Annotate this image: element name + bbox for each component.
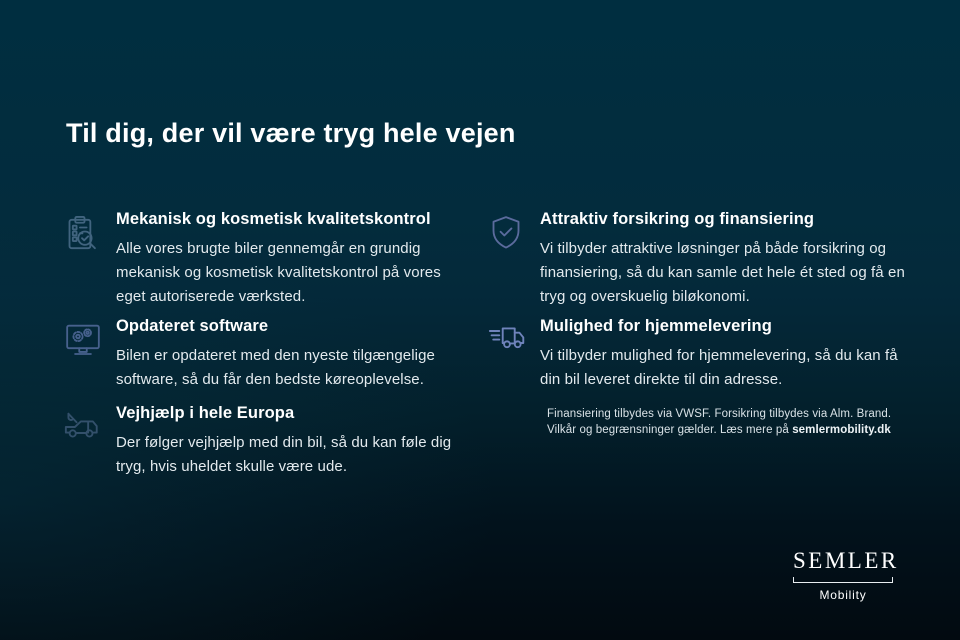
clipboard-check-search-icon [62, 212, 102, 256]
feature-body: Der følger vejhjælp med din bil, så du kan føle dig tryg, hvis uheldet skulle være ude. [116, 434, 452, 475]
feature-heading: Vejhjælp i hele Europa [116, 404, 295, 422]
feature-heading: Mekanisk og kosmetisk kvalitetskontrol [116, 210, 431, 228]
tow-truck-icon [62, 406, 102, 442]
feature-heading: Attraktiv forsikring og finansiering [540, 210, 815, 228]
feature-updated-software [62, 317, 462, 392]
feature-insurance-financing [486, 210, 910, 309]
feature-home-delivery [486, 317, 910, 392]
disclaimer-line2: Vilkår og begrænsninger gælder. Læs mere på [547, 424, 793, 436]
feature-body: Vi tilbyder attraktive løsninger på både forsikring og finansiering, så du kan samle det hele ét sted og få en tryg og overskuelig biløkonomi. [540, 240, 905, 305]
feature-body: Alle vores brugte biler gennemgår en grundig mekanisk og kosmetisk kvalitetskontrol på vores eget autoriserede værksted. [116, 240, 441, 305]
disclaimer-text [547, 406, 907, 438]
page-title: Til dig, der vil være tryg hele vejen [66, 118, 516, 148]
disclaimer-line1: Finansiering tilbydes via VWSF. Forsikring tilbydes via Alm. Brand. [547, 408, 892, 420]
logo-rule [793, 577, 893, 583]
logo-brand-text: SEMLER [793, 548, 899, 573]
delivery-truck-icon [486, 319, 526, 355]
feature-heading: Opdateret software [116, 317, 269, 335]
semler-mobility-logo [793, 548, 899, 602]
shield-check-icon [486, 212, 526, 254]
monitor-gears-icon [62, 319, 102, 359]
semlermobility-link[interactable]: semlermobility.dk [792, 424, 891, 436]
feature-body: Bilen er opdateret med den nyeste tilgængelige software, så du får den bedste køreoplevelse. [116, 347, 435, 388]
feature-body: Vi tilbyder mulighed for hjemmelevering, så du kan få din bil leveret direkte til din adresse. [540, 347, 898, 388]
feature-roadside-assistance [62, 404, 462, 479]
logo-sub-text: Mobility [819, 588, 867, 602]
feature-heading: Mulighed for hjemmelevering [540, 317, 772, 335]
feature-quality-control [62, 210, 462, 309]
